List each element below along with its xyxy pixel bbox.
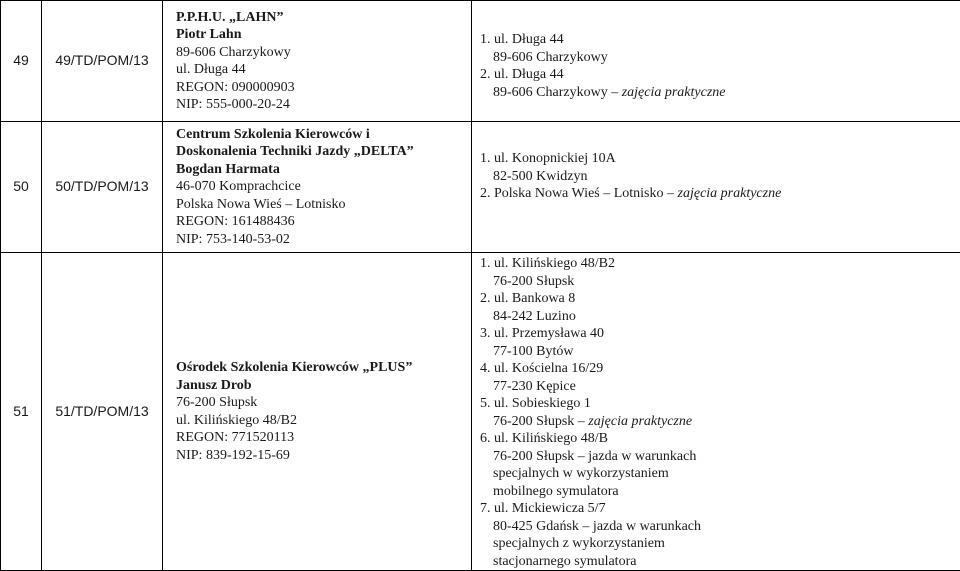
org-postcode: 89-606 Charzykowy: [176, 44, 471, 62]
place-item: 5. ul. Sobieskiego 1: [480, 395, 960, 413]
place-item: 1. ul. Konopnickiej 10A: [480, 150, 960, 168]
training-places-cell: [472, 1, 960, 122]
place-city: 80-425 Gdańsk – jazda w warunkach specjalnych z wykorzystaniem stacjonarnego symulatora: [480, 518, 718, 571]
place-item: 6. ul. Kilińskiego 48/B: [480, 430, 960, 448]
org-regon: REGON: 771520113: [176, 429, 471, 447]
training-places-cell: [472, 122, 960, 253]
org-street: ul. Długa 44: [176, 61, 471, 79]
place-note: zajęcia praktyczne: [622, 85, 726, 100]
place-city: 76-200 Słupsk – jazda w warunkach specjalnych w wykorzystaniem mobilnego symulatora: [480, 448, 718, 501]
place-item: 3. ul. Przemysława 40: [480, 325, 960, 343]
org-nip: NIP: 839-192-15-69: [176, 447, 471, 465]
place-note: zajęcia praktyczne: [588, 414, 692, 429]
org-regon: REGON: 161488436: [176, 213, 471, 231]
org-name: Centrum Szkolenia Kierowców i: [176, 126, 471, 144]
org-nip: NIP: 555-000-20-24: [176, 96, 471, 114]
org-regon: REGON: 090000903: [176, 79, 471, 97]
place-city: 76-200 Słupsk: [480, 273, 960, 291]
org-owner: Piotr Lahn: [176, 26, 471, 44]
place-item: 2. ul. Bankowa 8: [480, 290, 960, 308]
place-city: 89-606 Charzykowy: [480, 49, 960, 67]
row-number: 49: [1, 1, 42, 122]
registration-number: 49/TD/POM/13: [42, 1, 163, 122]
registration-number: 51/TD/POM/13: [42, 253, 163, 571]
org-name: Ośrodek Szkolenia Kierowców „PLUS”: [176, 359, 471, 377]
place-city: 89-606 Charzykowy – zajęcia praktyczne: [480, 84, 960, 102]
place-item: 1. ul. Kilińskiego 48/B2: [480, 255, 960, 273]
place-city: 76-200 Słupsk – zajęcia praktyczne: [480, 413, 960, 431]
place-city: 82-500 Kwidzyn: [480, 168, 960, 186]
org-postcode: 76-200 Słupsk: [176, 394, 471, 412]
place-item: 2. ul. Długa 44: [480, 66, 960, 84]
registration-number: 50/TD/POM/13: [42, 122, 163, 253]
row-number: 50: [1, 122, 42, 253]
org-nip: NIP: 753-140-53-02: [176, 231, 471, 249]
training-places-cell: [472, 253, 960, 571]
place-item: 2. Polska Nowa Wieś – Lotnisko – zajęcia praktyczne: [480, 185, 960, 203]
place-city: 77-230 Kępice: [480, 378, 960, 396]
org-name: P.P.H.U. „LAHN”: [176, 9, 471, 27]
organization-cell: [163, 1, 472, 122]
org-street: ul. Kilińskiego 48/B2: [176, 412, 471, 430]
place-item: 4. ul. Kościelna 16/29: [480, 360, 960, 378]
table-row: [1, 1, 960, 122]
org-name: Doskonalenia Techniki Jazdy „DELTA”: [176, 143, 471, 161]
place-item: 7. ul. Mickiewicza 5/7: [480, 500, 960, 518]
organization-cell: [163, 122, 472, 253]
place-item: 1. ul. Długa 44: [480, 31, 960, 49]
place-city: 77-100 Bytów: [480, 343, 960, 361]
org-owner: Bogdan Harmata: [176, 161, 471, 179]
table-row: [1, 253, 960, 571]
place-note: zajęcia praktyczne: [678, 186, 782, 201]
org-owner: Janusz Drob: [176, 377, 471, 395]
place-city: 84-242 Luzino: [480, 308, 960, 326]
table-row: [1, 122, 960, 253]
organization-cell: [163, 253, 472, 571]
row-number: 51: [1, 253, 42, 571]
org-street: Polska Nowa Wieś – Lotnisko: [176, 196, 471, 214]
org-postcode: 46-070 Komprachcice: [176, 178, 471, 196]
